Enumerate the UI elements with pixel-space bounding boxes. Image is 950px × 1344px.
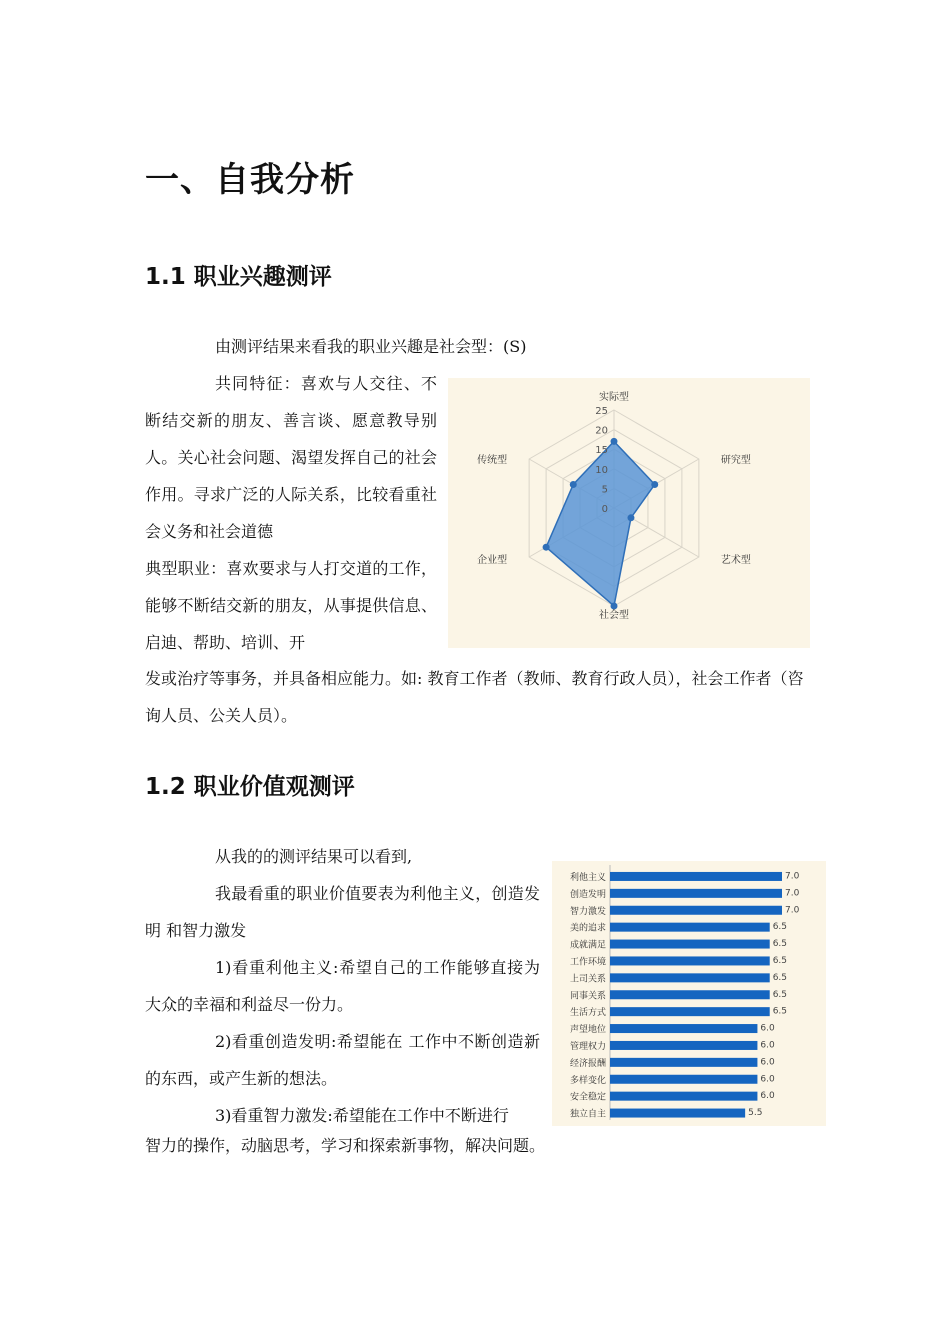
bar-value-label: 6.0 <box>760 1057 775 1068</box>
interest-radar-chart <box>448 378 810 648</box>
bar <box>610 906 782 915</box>
radar-axis-label: 实际型 <box>599 392 629 403</box>
bar-value-label: 6.5 <box>772 922 788 933</box>
radar-point <box>611 603 618 610</box>
bar-value-label: 5.5 <box>748 1108 763 1119</box>
bar-value-label: 6.5 <box>772 1006 788 1017</box>
radar-tick-label: 0 <box>601 504 608 515</box>
radar-point <box>627 514 634 521</box>
bar-category-label: 同事关系 <box>569 991 606 1002</box>
values-intellect: 3)看重智力激发:希望能在工作中不断进行 <box>215 1106 509 1125</box>
bar-svg <box>552 861 826 1126</box>
bar-category-label: 工作环境 <box>569 957 606 968</box>
bar-value-label: 7.0 <box>785 888 800 899</box>
bar-category-label: 声望地位 <box>569 1025 606 1036</box>
radar-axis-label: 艺术型 <box>720 555 751 566</box>
radar-tick-label: 20 <box>595 425 608 437</box>
bar <box>610 940 770 949</box>
bar-category-label: 独立自主 <box>569 1109 606 1120</box>
values-creativity: 2)看重创造发明:希望能在 工作中不断创造新的东西，或产生新的想法。 <box>145 1032 540 1088</box>
radar-point <box>543 544 550 551</box>
bar-category-label: 安全稳定 <box>569 1092 606 1103</box>
interest-traits <box>145 365 437 661</box>
bar-category-label: 成就满足 <box>569 940 606 951</box>
page-title: 一、自我分析 <box>145 160 355 200</box>
bar <box>610 973 770 982</box>
bar-category-label: 管理权力 <box>569 1041 606 1052</box>
bar-category-label: 美的追求 <box>569 923 606 934</box>
bar <box>610 923 770 932</box>
radar-point <box>651 481 658 488</box>
values-body <box>145 875 540 1134</box>
radar-axis-label: 研究型 <box>720 455 751 466</box>
bar <box>610 990 770 999</box>
bar-value-label: 7.0 <box>785 905 800 916</box>
values-summary: 我最看重的职业价值要表为利他主义，创造发明 和智力激发 <box>145 884 540 940</box>
values-bar-chart <box>552 861 826 1126</box>
section-heading-interest: 1.1 职业兴趣测评 <box>145 264 332 290</box>
bar-value-label: 7.0 <box>785 871 800 882</box>
values-intro: 从我的的测评结果可以看到, <box>215 847 413 866</box>
interest-jobs-text: 典型职业：喜欢要求与人打交道的工作，能够不断结交新的朋友，从事提供信息、启迪、帮助、培训、开 <box>145 559 437 652</box>
radar-tick-label: 10 <box>595 464 608 476</box>
bar-category-label: 利他主义 <box>569 872 606 883</box>
bar <box>610 1109 745 1118</box>
bar-value-label: 6.5 <box>772 939 788 950</box>
bar <box>610 1058 757 1067</box>
values-altruism: 1)看重利他主义:希望自己的工作能够直接为大众的幸福和利益尽一份力。 <box>145 958 540 1014</box>
bar <box>610 872 782 881</box>
bar <box>610 956 770 965</box>
bar <box>610 1092 757 1101</box>
bar-value-label: 6.0 <box>760 1023 775 1034</box>
bar-value-label: 6.5 <box>772 972 788 983</box>
bar-category-label: 智力激发 <box>569 906 606 917</box>
bar-value-label: 6.0 <box>760 1091 775 1102</box>
bar-category-label: 生活方式 <box>569 1008 606 1019</box>
interest-traits-text: 共同特征：喜欢与人交往、不断结交新的朋友、善言谈、愿意教导别人。关心社会问题、渴望发挥自己的社会作用。寻求广泛的人际关系，比较看重社会义务和社会道德 <box>145 374 437 541</box>
bar <box>610 1075 757 1084</box>
radar-tick-label: 5 <box>601 484 608 496</box>
radar-point <box>570 481 577 488</box>
bar <box>610 1041 757 1050</box>
bar <box>610 1007 770 1016</box>
bar-category-label: 经济报酬 <box>569 1058 606 1069</box>
bar-value-label: 6.5 <box>772 955 788 966</box>
values-intellect-continued: 智力的操作，动脑思考，学习和探索新事物，解决问题。 <box>145 1136 546 1155</box>
radar-tick-label: 15 <box>595 445 608 457</box>
radar-axis-label: 传统型 <box>477 455 508 466</box>
bar-value-label: 6.0 <box>760 1040 775 1051</box>
bar <box>610 1024 757 1033</box>
bar-category-label: 创造发明 <box>569 889 606 900</box>
bar-value-label: 6.5 <box>772 989 788 1000</box>
interest-intro: 由测评结果来看我的职业兴趣是社会型：(S) <box>215 337 527 356</box>
bar-category-label: 上司关系 <box>569 974 606 985</box>
radar-axis-label: 社会型 <box>599 610 629 621</box>
bar-value-label: 6.0 <box>760 1074 775 1085</box>
section-heading-values: 1.2 职业价值观测评 <box>145 774 355 800</box>
interest-jobs-continued: 发或治疗等事务，并具备相应能力。如: 教育工作者（教师、教育行政人员），社会工作者（咨询人员、公关人员）。 <box>145 669 804 725</box>
radar-tick-label: 25 <box>595 406 608 417</box>
radar-point <box>611 438 618 445</box>
radar-svg <box>448 378 810 648</box>
bar-category-label: 多样变化 <box>569 1075 606 1086</box>
radar-axis-label: 企业型 <box>477 555 508 566</box>
bar <box>610 889 782 898</box>
